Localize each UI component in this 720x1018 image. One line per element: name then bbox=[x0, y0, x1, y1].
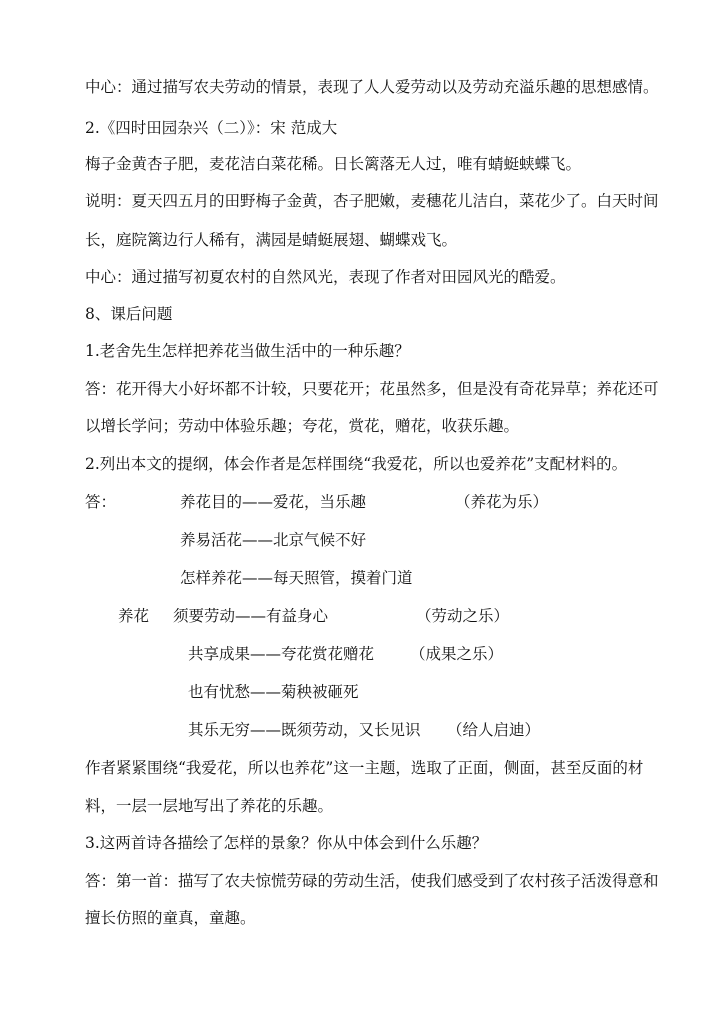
answer-3-line-1: 答：第一首：描写了农夫惊慌劳碌的劳动生活，使我们感受到了农村孩子活泼得意和 bbox=[85, 872, 659, 890]
outline-item-6: 也有忧愁——菊秧被砸死 bbox=[188, 683, 359, 701]
outline-item-1: 养花目的——爱花，当乐趣 bbox=[180, 493, 367, 511]
outline-note-1: （养花为乐） bbox=[455, 493, 549, 511]
outline-note-5: （成果之乐） bbox=[410, 645, 504, 663]
answer-label: 答： bbox=[85, 493, 117, 511]
answer-3-line-2: 擅长仿照的童真，童趣。 bbox=[85, 909, 256, 927]
poem-text: 梅子金黄杏子肥，麦花洁白菜花稀。日长篱落无人过，唯有蜻蜓蛱蝶飞。 bbox=[85, 155, 582, 173]
answer-1-line-2: 以增长学问；劳动中体验乐趣；夸花，赏花，赠花，收获乐趣。 bbox=[85, 417, 520, 435]
outline-item-5: 共享成果——夸花赏花赠花 bbox=[188, 645, 375, 663]
explanation-line-2: 长，庭院篱边行人稀有，满园是蜻蜓展翅、蝴蝶戏飞。 bbox=[85, 231, 458, 249]
outline-item-4: 须要劳动——有益身心 bbox=[173, 607, 329, 625]
summary-line-1: 作者紧紧围绕“我爱花，所以也养花”这一主题，选取了正面，侧面，甚至反面的材 bbox=[85, 759, 644, 777]
explanation-line-1: 说明：夏天四五月的田野梅子金黄，杏子肥嫩，麦穗花儿洁白，菜花少了。白天时间 bbox=[85, 192, 659, 210]
outline-item-2: 养易活花——北京气候不好 bbox=[180, 531, 367, 549]
outline-note-4: （劳动之乐） bbox=[416, 607, 510, 625]
question-2: 2.列出本文的提纲，体会作者是怎样围绕“我爱花，所以也爱养花”支配材料的。 bbox=[85, 455, 628, 473]
paragraph-center-2: 中心：通过描写初夏农村的自然风光，表现了作者对田园风光的酷爱。 bbox=[85, 268, 566, 286]
summary-line-2: 料，一层一层地写出了养花的乐趣。 bbox=[85, 797, 334, 815]
outline-root: 养花 bbox=[118, 607, 150, 625]
section-heading: 8、课后问题 bbox=[85, 305, 173, 323]
question-3: 3.这两首诗各描绘了怎样的景象？你从中体会到什么乐趣？ bbox=[85, 834, 488, 852]
outline-item-7: 其乐无穷——既须劳动，又长见识 bbox=[188, 721, 421, 739]
question-1: 1.老舍先生怎样把养花当做生活中的一种乐趣？ bbox=[85, 342, 410, 360]
outline-item-3: 怎样养花——每天照管，摸着门道 bbox=[180, 569, 413, 587]
paragraph-center-1: 中心：通过描写农夫劳动的情景，表现了人人爱劳动以及劳动充溢乐趣的思想感情。 bbox=[85, 78, 659, 96]
poem-title: 2.《四时田园杂兴（二）》：宋 范成大 bbox=[85, 119, 338, 137]
answer-1-line-1: 答：花开得大小好坏都不计较，只要花开；花虽然多，但是没有奇花异草；养花还可 bbox=[85, 380, 659, 398]
outline-note-7: （给人启迪） bbox=[447, 721, 541, 739]
